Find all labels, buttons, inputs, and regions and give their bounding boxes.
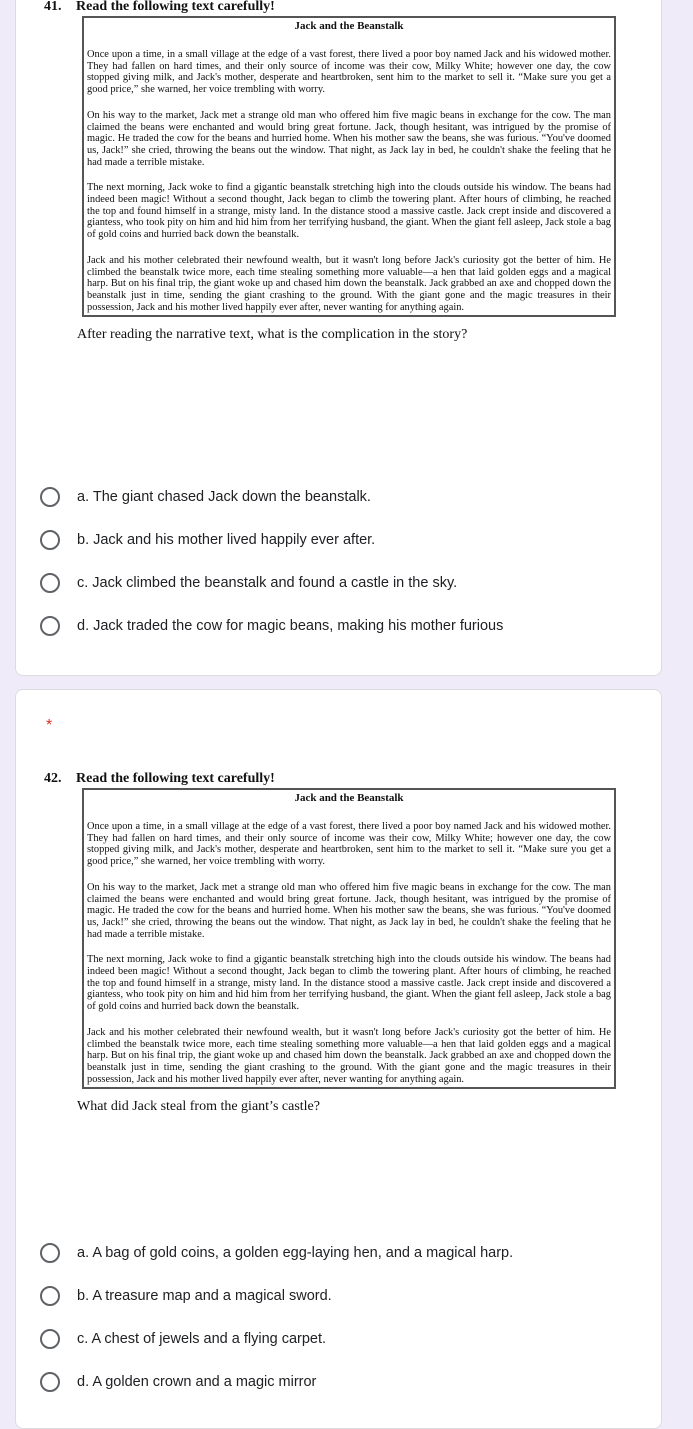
answer-option-c[interactable] (40, 569, 457, 597)
question-prompt: What did Jack steal from the giant’s castle? (77, 1099, 320, 1115)
question-instruction: Read the following text carefully! (76, 771, 275, 786)
question-heading (44, 0, 624, 16)
story-paragraph: Jack and his mother celebrated their newfound wealth, but it wasn't long before Jack's curiosity got the better of him. He climbed the beanstalk twice more, each time stealing something more valuable—a hen that laid golden eggs and a magical harp. But on his final trip, the giant woke up and chased him down the beanstalk. Jack grabbed an axe and chopped down the beanstalk just in time, sending the giant crashing to the ground. With the giant gone and the magic treasures in their possession, Jack and his mother lived happily ever after, never wanting for anything again. (87, 254, 611, 313)
story-box (82, 788, 616, 1089)
answer-option-d[interactable] (40, 1368, 316, 1396)
radio-button[interactable] (40, 1243, 60, 1263)
radio-button[interactable] (40, 487, 60, 507)
option-label: d. A golden crown and a magic mirror (77, 1374, 317, 1390)
story-box (82, 16, 616, 317)
option-label: c. Jack climbed the beanstalk and found a castle in the sky. (77, 575, 458, 591)
option-label: d. Jack traded the cow for magic beans, making his mother furious (77, 618, 504, 634)
radio-button[interactable] (40, 1329, 60, 1349)
answer-option-b[interactable] (40, 526, 375, 554)
story-paragraph: Once upon a time, in a small village at the edge of a vast forest, there lived a poor boy named Jack and his widowed mother. They had fallen on hard times, and their only source of income was their cow, Milky White; however one day, the cow stopped giving milk, and Jack's mother, desperate and heartbroken, sent him to the market to sell it. “Make sure you get a good price,” she warned, her voice trembling with worry. (87, 49, 611, 96)
required-asterisk: * (46, 717, 53, 734)
story-paragraph: The next morning, Jack woke to find a gigantic beanstalk stretching high into the clouds outside his window. The beans had indeed been magic! Without a second thought, Jack began to climb the towering plant. After hours of climbing, he reached the top and found himself in a strange, misty land. In the distance stood a massive castle. Jack crept inside and discovered a giantess, who took pity on him and hid him from her terrifying husband, the giant. When the giant fell asleep, Jack stole a bag of gold coins and hurried back down the beanstalk. (87, 954, 611, 1013)
story-paragraph: The next morning, Jack woke to find a gigantic beanstalk stretching high into the clouds outside his window. The beans had indeed been magic! Without a second thought, Jack began to climb the towering plant. After hours of climbing, he reached the top and found himself in a strange, misty land. In the distance stood a massive castle. Jack crept inside and discovered a giantess, who took pity on him and hid him from her terrifying husband, the giant. When the giant fell asleep, Jack stole a bag of gold coins and hurried back down the beanstalk. (87, 182, 611, 241)
story-paragraph: On his way to the market, Jack met a strange old man who offered him five magic beans in exchange for the cow. The man claimed the beans were enchanted and would bring great fortune. Jack, though hesitant, was intrigued by the promise of magic. He traded the cow for the beans and hurried home. When his mother saw the beans, she was furious. “You've doomed us, Jack!” she cried, throwing the beans out the window. That night, as Jack lay in bed, he couldn't shake the feeling that he had made a terrible mistake. (87, 109, 611, 168)
radio-button[interactable] (40, 616, 60, 636)
radio-button[interactable] (40, 1286, 60, 1306)
answer-option-a[interactable] (40, 483, 371, 511)
question-instruction: Read the following text carefully! (76, 0, 275, 14)
question-image-41 (44, 0, 624, 343)
story-paragraph: Once upon a time, in a small village at the edge of a vast forest, there lived a poor boy named Jack and his widowed mother. They had fallen on hard times, and their only source of income was their cow, Milky White; however one day, the cow stopped giving milk, and Jack's mother, desperate and heartbroken, sent him to the market to sell it. “Make sure you get a good price,” she warned, her voice trembling with worry. (87, 821, 611, 868)
radio-button[interactable] (40, 573, 60, 593)
radio-button[interactable] (40, 1372, 60, 1392)
question-image-42 (44, 770, 624, 1115)
option-label: c. A chest of jewels and a flying carpet. (77, 1331, 327, 1347)
answer-option-b[interactable] (40, 1282, 332, 1310)
option-label: b. A treasure map and a magical sword. (77, 1288, 332, 1304)
story-title: Jack and the Beanstalk (294, 792, 404, 804)
radio-button[interactable] (40, 530, 60, 550)
option-label: a. The giant chased Jack down the beanstalk. (77, 489, 371, 505)
answer-option-c[interactable] (40, 1325, 326, 1353)
answer-option-a[interactable] (40, 1239, 513, 1267)
story-paragraph: On his way to the market, Jack met a strange old man who offered him five magic beans in exchange for the cow. The man claimed the beans were enchanted and would bring great fortune. Jack, though hesitant, was intrigued by the promise of magic. He traded the cow for the beans and hurried home. When his mother saw the beans, she was furious. “You've doomed us, Jack!” she cried, throwing the beans out the window. That night, as Jack lay in bed, he couldn't shake the feeling that he had made a terrible mistake. (87, 881, 611, 940)
option-label: b. Jack and his mother lived happily ever after. (77, 532, 376, 548)
answer-option-d[interactable] (40, 612, 503, 640)
question-number: 41. (44, 0, 62, 14)
story-title: Jack and the Beanstalk (294, 20, 404, 32)
question-heading (44, 770, 624, 788)
story-paragraph: Jack and his mother celebrated their newfound wealth, but it wasn't long before Jack's curiosity got the better of him. He climbed the beanstalk twice more, each time stealing something more valuable—a hen that laid golden eggs and a magical harp. But on his final trip, the giant woke up and chased him down the beanstalk. Jack grabbed an axe and chopped down the beanstalk just in time, sending the giant crashing to the ground. With the giant gone and the magic treasures in their possession, Jack and his mother lived happily ever after, never wanting for anything again. (87, 1026, 611, 1085)
question-number: 42. (44, 771, 62, 786)
option-label: a. A bag of gold coins, a golden egg-laying hen, and a magical harp. (77, 1245, 514, 1261)
question-prompt: After reading the narrative text, what is the complication in the story? (77, 327, 468, 343)
